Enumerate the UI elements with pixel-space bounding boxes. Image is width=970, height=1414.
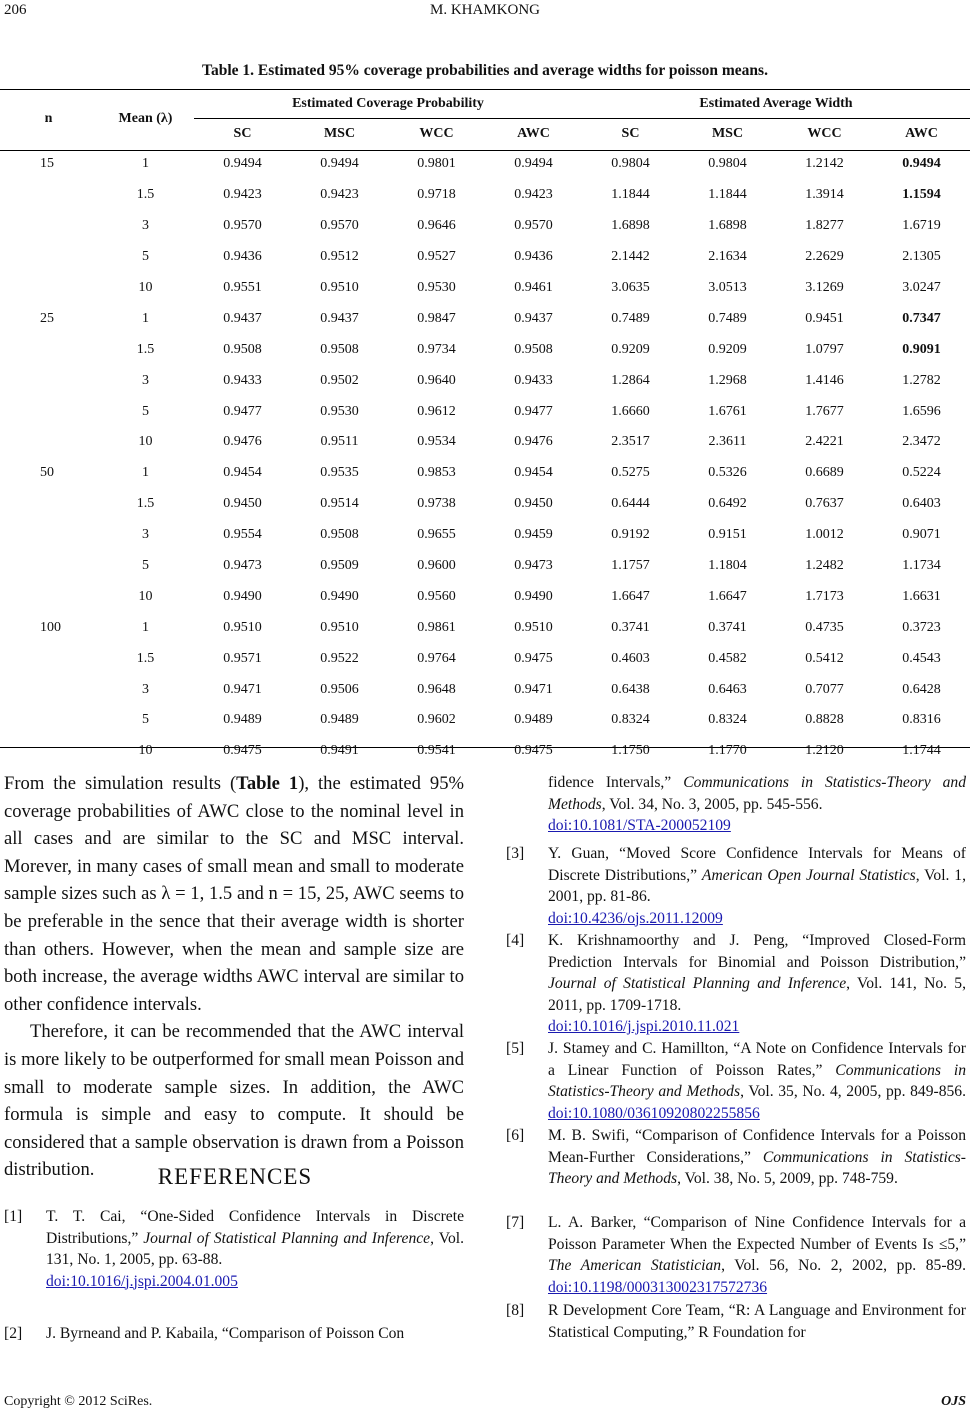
table-cell: 0.4582 [708,650,747,666]
reference-2 [4,1323,464,1345]
table-cell: 0.9570 [320,218,359,234]
table-cell: 0.5275 [611,465,650,481]
body-text [4,770,464,1184]
table-cell: 0.4543 [902,650,941,666]
sub-header-awc: AWC [517,125,550,141]
page-number: 206 [4,2,27,18]
reference-number: [6] [506,1127,525,1144]
table-cell: 0.7347 [902,310,941,326]
text-run: fidence Intervals,” [548,774,684,791]
table-cell: 0.9534 [417,434,456,450]
table-cell: 0.6689 [805,465,844,481]
table-cell: 1.1594 [902,187,941,203]
references-heading: REFERENCES [157,1164,313,1189]
table-cell: 0.6444 [611,496,650,512]
table-cell: 0.9655 [417,527,456,543]
table-cell: 0.9423 [223,187,262,203]
cell-n: 15 [40,156,54,172]
table-cell: 0.6438 [611,681,650,697]
cell-n [0,551,97,582]
cell-n: 100 [40,619,61,635]
cell-n [0,180,97,211]
table-row [0,303,970,334]
table-cell: 3.0247 [902,280,941,295]
cell-mean: 3 [142,681,149,697]
table-cell: 1.8277 [805,218,844,234]
table-cell: 0.9471 [514,681,553,697]
table-cell: 0.9541 [417,743,456,759]
results-table [0,89,970,767]
reference-7 [506,1212,966,1298]
table-row [0,365,970,396]
table-cell: 1.4146 [805,372,844,388]
table-cell: 0.9612 [417,403,456,419]
table-cell: 0.9648 [417,681,456,697]
cell-n [0,489,97,520]
cell-mean: 1.5 [136,187,155,203]
table-cell: 0.9514 [320,496,359,512]
table-cell: 1.6898 [708,218,747,234]
table-cell: 0.9490 [514,588,553,604]
table-cell: 1.0012 [805,527,844,543]
table-cell: 0.9847 [417,310,456,326]
table-cell: 0.9437 [223,310,262,326]
cell-n [0,643,97,674]
table-cell: 1.2120 [805,743,844,759]
table-cell: 1.0797 [805,341,844,357]
cell-mean: 5 [142,558,149,574]
cell-n [0,396,97,427]
doi-link[interactable]: doi:10.1080/03610920802255856 [548,1104,760,1122]
table-cell: 0.9764 [417,650,456,666]
cell-n [0,674,97,705]
table-cell: 0.9554 [223,527,262,543]
table-cell: 1.3914 [805,187,844,203]
sub-header-wcc: WCC [807,125,842,141]
table-cell: 0.9423 [320,187,359,203]
table-cell: 0.7489 [611,310,650,326]
reference-3 [506,843,966,929]
table-cell: 0.9801 [417,156,456,172]
text-run: , Vol. 56, No. 2, 2002, pp. 85-89. [721,1257,966,1274]
table-cell: 3.0513 [708,280,747,295]
cell-mean: 3 [142,218,149,234]
table-row [0,149,970,180]
reference-2-continued [506,772,966,837]
text-run: ), the estimated 95% coverage probabilities of AWC close to the nominal level in all cases and are similar to the SC and MSC interval. Morever, in many cases of small mean and small to moderate sample sizes such as λ = 1, 1.5 and n = 15, 25, AWC seems to be preferable in the sence that their average width is shorter than others. However, when the mean and sample size are both increase, the average widths AWC interval are similar to other confidence intervals. [4,773,464,1015]
table-cell: 0.9738 [417,496,456,512]
table-cell: 0.9570 [223,218,262,234]
table-cell: 1.1734 [902,558,941,574]
cell-n: 25 [40,310,54,326]
table-cell: 2.3517 [611,434,650,450]
cell-n [0,736,97,767]
table-cell: 0.9560 [417,588,456,604]
table-cell: 0.9551 [223,280,262,295]
table-cell: 2.3611 [708,434,747,450]
table-cell: 0.5224 [902,465,941,481]
cell-mean: 10 [138,434,153,450]
table-row [0,242,970,273]
table-cell: 0.9640 [417,372,456,388]
cell-n [0,581,97,612]
cell-n [0,427,97,458]
text-run: K. Krishnamoorthy and J. Peng, “Improved Closed-Form Prediction Intervals for Binomial and Poisson Distribution,” [548,932,966,971]
table-cell: 0.9570 [514,218,553,234]
table-cell: 0.9508 [320,341,359,357]
table-cell: 1.1757 [611,558,650,574]
table-cell: 0.8828 [805,712,844,728]
text-run: Y. Guan, “Moved Score Confidence Intervals for Means of Discrete Distributions,” [548,845,966,884]
table-cell: 1.6761 [708,403,747,419]
cell-mean: 1.5 [136,496,155,512]
reference-1 [4,1206,464,1292]
table-row [0,396,970,427]
table-cell: 0.9433 [223,372,262,388]
reference-4 [506,930,966,1038]
reference-5 [506,1038,966,1124]
table-row [0,520,970,551]
table-cell: 0.9473 [514,558,553,574]
table-row [0,612,970,643]
table-cell: 0.7077 [805,681,844,697]
table-cell: 0.9506 [320,681,359,697]
table-cell: 0.9494 [320,156,359,172]
copyright-footer: Copyright © 2012 SciRes. [4,1394,153,1409]
table-cell: 0.6428 [902,681,941,697]
journal-name: Journal of Statistical Planning and Inference [143,1229,431,1247]
reference-number: [4] [506,932,525,949]
table-cell: 2.1305 [902,249,941,265]
cell-mean: 10 [138,743,153,759]
table-cell: 0.9527 [417,249,456,265]
table-cell: 0.9209 [611,341,650,357]
text-run: From the simulation results ( [4,773,237,794]
table-cell: 2.3472 [902,434,941,450]
text-run: , Vol. 141, No. 5, 2011, pp. 1709-1718. [548,975,966,1014]
table-cell: 0.9510 [223,619,262,635]
table-cell: 0.9600 [417,558,456,574]
table-cell: 0.9530 [417,280,456,295]
table-cell: 0.8324 [611,712,650,728]
table-cell: 0.9489 [514,712,553,728]
cell-mean: 10 [138,588,153,604]
table-cell: 0.3741 [708,619,747,635]
cell-n [0,273,97,304]
table-cell: 1.2482 [805,558,844,574]
table-cell: 0.9571 [223,650,262,666]
table-row [0,427,970,458]
table-cell: 0.9602 [417,712,456,728]
table-cell: 1.7173 [805,588,844,604]
table-cell: 0.9476 [514,434,553,450]
table-cell: 0.9510 [320,280,359,295]
reference-8 [506,1300,966,1343]
text-run: J. Byrneand and P. Kabaila, “Comparison of Poisson Con [46,1325,405,1342]
table-cell: 0.9475 [514,650,553,666]
table-cell: 0.9459 [514,527,553,543]
table-cell: 0.9509 [320,558,359,574]
table-cell: 0.9475 [223,743,262,759]
table-cell: 1.1744 [902,743,941,759]
table-row [0,551,970,582]
journal-name: The American Statistician [548,1257,722,1274]
table-cell: 0.9477 [223,403,262,419]
table-cell: 0.9433 [514,372,553,388]
cell-mean: 1.5 [136,341,155,357]
table-cell: 0.3741 [611,619,650,635]
table-cell: 0.9734 [417,341,456,357]
journal-name: Communications in Statistics-Theory and Methods [548,1061,966,1100]
doi-link[interactable]: doi:10.1198/000313002317572736 [548,1278,768,1296]
table-cell: 0.9437 [514,310,553,326]
table-cell: 0.9473 [223,558,262,574]
table-cell: 0.9494 [223,156,262,172]
group-header-coverage: Estimated Coverage Probability [292,95,484,111]
table-cell: 0.9151 [708,527,747,543]
text-run: , Vol. 1, 2001, pp. 81-86. [548,866,966,905]
cell-mean: 5 [142,403,149,419]
reference-6 [506,1125,966,1190]
table-cell: 0.9535 [320,465,359,481]
table-cell: 0.9508 [320,527,359,543]
table-cell: 0.8324 [708,712,747,728]
cell-mean: 1 [142,156,149,172]
sub-header-msc: MSC [711,125,744,141]
table-cell: 0.9476 [223,434,262,450]
col-header-mean: Mean (λ) [118,111,173,126]
table-row [0,334,970,365]
table-cell: 0.7637 [805,496,844,512]
journal-name: Journal of Statistical Planning and Inference [548,975,847,992]
reference-number: [2] [4,1325,23,1342]
table-cell: 0.9451 [805,310,844,326]
table-cell: 0.9454 [223,465,262,481]
journal-name: American Open Journal Statistics [701,866,916,884]
table-cell: 0.8316 [902,712,941,728]
cell-n [0,334,97,365]
cell-mean: 5 [142,712,149,728]
table-cell: 0.9489 [320,712,359,728]
table-cell: 1.6660 [611,403,650,419]
table-cell: 0.9423 [514,187,553,203]
sub-header-msc: MSC [323,125,356,141]
doi-link[interactable]: doi:10.1081/STA-200052109 [548,817,731,834]
doi-link[interactable]: doi:10.4236/ojs.2011.12009 [548,909,723,927]
table-row [0,674,970,705]
reference-number: [5] [506,1040,525,1057]
table-cell: 1.6719 [902,218,941,234]
table-cell: 1.2864 [611,372,650,388]
table-cell: 0.9436 [514,249,553,265]
table-cell: 3.1269 [805,280,844,295]
table-cell: 0.6463 [708,681,747,697]
results-table-body [0,149,970,767]
table-cell: 0.3723 [902,619,941,635]
cell-mean: 3 [142,372,149,388]
cell-mean: 1 [142,619,149,635]
table-cell: 0.9450 [514,496,553,512]
table-cell: 0.6403 [902,496,941,512]
table-cell: 0.9454 [514,465,553,481]
table-cell: 1.1750 [611,743,650,759]
cell-n [0,520,97,551]
journal-name: Communications in Statistics-Theory and Methods [548,774,967,813]
table-cell: 1.6898 [611,218,650,234]
text-run: , Vol. 34, No. 3, 2005, pp. 545-556. [601,795,823,813]
table-cell: 0.9508 [514,341,553,357]
table-cell: 1.7677 [805,403,844,419]
table-cell: 0.9861 [417,619,456,635]
paragraph-2: Therefore, it can be recommended that the AWC interval is more likely to be outperformed for small mean Poisson and small to moderate sample sizes. In addition, the AWC formula is simple and easy to compute. It should be considered that a sample observation is drawn from a Poisson distribution. [4,1021,464,1181]
table-cell: 0.9209 [708,341,747,357]
table-cell: 0.9510 [514,619,553,635]
table-row [0,211,970,242]
reference-number: [3] [506,845,525,862]
table-row [0,705,970,736]
text-run: R Development Core Team, “R: A Language and Environment for Statistical Computing,” R Foundation for [548,1302,966,1341]
table-row [0,489,970,520]
table-cell: 1.6596 [902,403,941,419]
table-cell: 0.9490 [223,588,262,604]
table-cell: 1.1844 [611,187,650,203]
table-cell: 0.9437 [320,310,359,326]
sub-header-sc: SC [233,125,252,141]
table-cell: 1.1804 [708,558,747,574]
table-cell: 0.9494 [514,156,553,172]
cell-n [0,211,97,242]
table-reference[interactable]: Table 1 [236,773,299,794]
cell-n [0,242,97,273]
table-row [0,458,970,489]
table-row [0,643,970,674]
text-run: , Vol. 35, No. 4, 2005, pp. 849-856. [740,1083,967,1100]
text-run: L. A. Barker, “Comparison of Nine Confidence Intervals for a Poisson Parameter When the Expected Number of Events Is ≤5,” [548,1214,966,1253]
table-cell: 1.6631 [902,588,941,604]
table-cell: 0.9490 [320,588,359,604]
reference-number: [1] [4,1208,23,1225]
table-cell: 1.1844 [708,187,747,203]
reference-number: [7] [506,1214,525,1231]
table-cell: 0.9494 [902,156,941,172]
table-cell: 1.2782 [902,372,941,388]
table-cell: 1.6647 [611,588,650,604]
table-cell: 0.7489 [708,310,747,326]
sub-header-wcc: WCC [419,125,454,141]
table-cell: 0.5326 [708,465,747,481]
table-cell: 3.0635 [611,280,650,295]
table-caption: Table 1. Estimated 95% coverage probabilities and average widths for poisson means. [202,62,768,79]
table-cell: 1.2142 [805,156,844,172]
text-run: , Vol. 131, No. 1, 2005, pp. 63-88. [46,1229,464,1268]
table-cell: 0.9477 [514,403,553,419]
table-cell: 0.9071 [902,527,941,543]
cell-mean: 3 [142,527,149,543]
table-cell: 0.9511 [320,434,359,450]
table-cell: 0.9475 [514,743,553,759]
table-cell: 0.9512 [320,249,359,265]
cell-n: 50 [40,465,54,481]
journal-abbrev-footer: OJS [941,1394,966,1409]
table-cell: 0.9853 [417,465,456,481]
running-header-author: M. KHAMKONG [429,2,540,18]
table-cell: 0.5412 [805,650,844,666]
cell-n [0,365,97,396]
col-header-n: n [44,111,53,126]
table-cell: 0.9646 [417,218,456,234]
cell-mean: 1.5 [136,650,155,666]
table-cell: 2.2629 [805,249,844,265]
table-cell: 0.9804 [611,156,650,172]
table-cell: 0.9522 [320,650,359,666]
table-cell: 0.4735 [805,619,844,635]
group-header-width: Estimated Average Width [699,95,853,111]
table-row [0,180,970,211]
sub-header-sc: SC [621,125,640,141]
cell-mean: 5 [142,249,149,265]
doi-link[interactable]: doi:10.1016/j.jspi.2010.11.021 [548,1018,740,1035]
text-run: T. T. Cai, “One-Sided Confidence Intervals in Discrete Distributions,” [46,1208,464,1247]
table-cell: 0.9718 [417,187,456,203]
cell-mean: 10 [138,280,153,295]
table-cell: 0.9508 [223,341,262,357]
sub-header-awc: AWC [905,125,938,141]
table-row [0,581,970,612]
table-cell: 0.9489 [223,712,262,728]
table-cell: 0.9491 [320,743,359,759]
reference-number: [8] [506,1302,525,1319]
table-row [0,273,970,304]
table-cell: 2.1634 [708,249,747,265]
table-cell: 2.4221 [805,434,844,450]
cell-mean: 1 [142,310,149,326]
table-cell: 0.9461 [514,280,553,295]
table-cell: 0.9436 [223,249,262,265]
doi-link[interactable]: doi:10.1016/j.jspi.2004.01.005 [46,1272,238,1290]
table-cell: 0.9530 [320,403,359,419]
table-cell: 0.9450 [223,496,262,512]
cell-n [0,705,97,736]
journal-name: Communications in Statistics-Theory and Methods [548,1148,966,1187]
text-run: M. B. Swifi, “Comparison of Confidence Intervals for a Poisson Mean-Further Considerations,” [548,1127,966,1166]
text-run: J. Stamey and C. Hamillton, “A Note on Confidence Intervals for a Linear Function of Poisson Rates,” [548,1040,966,1079]
table-cell: 0.9502 [320,372,359,388]
table-cell: 0.9804 [708,156,747,172]
paragraph-1 [4,770,464,1018]
table-cell: 0.9091 [902,341,941,357]
table-cell: 1.6647 [708,588,747,604]
table-cell: 2.1442 [611,249,650,265]
cell-mean: 1 [142,465,149,481]
table-cell: 0.9192 [611,527,650,543]
text-run: , Vol. 38, No. 5, 2009, pp. 748-759. [677,1170,898,1187]
table-cell: 0.4603 [611,650,650,666]
table-row [0,736,970,767]
table-cell: 0.6492 [708,496,747,512]
table-cell: 0.9471 [223,681,262,697]
table-cell: 1.2968 [708,372,747,388]
table-cell: 0.9510 [320,619,359,635]
table-cell: 1.1770 [708,743,747,759]
